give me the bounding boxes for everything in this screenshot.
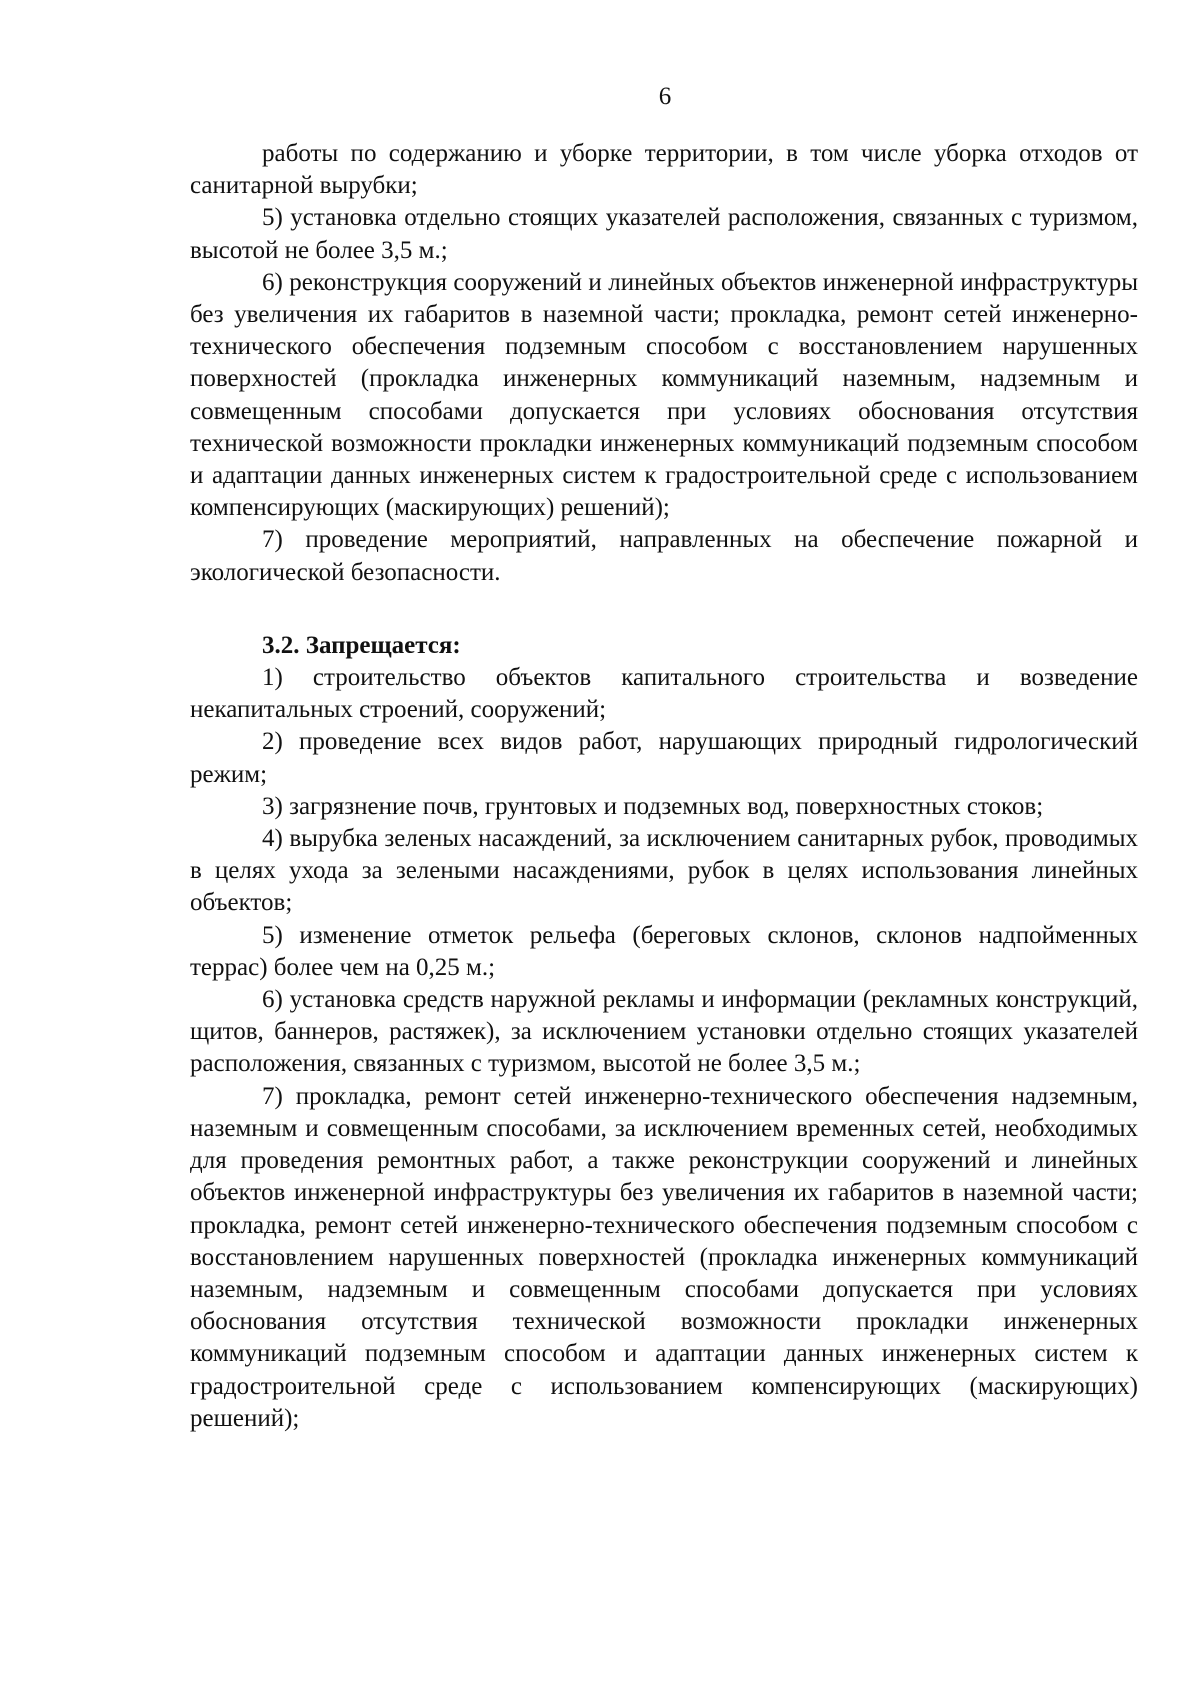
prohibited-item-2: 2) проведение всех видов работ, нарушающих природный гидрологический режим; — [190, 728, 1138, 788]
document-body — [190, 138, 1138, 1435]
page-number: 6 — [658, 83, 672, 110]
prohibited-item-4: 4) вырубка зеленых насаждений, за исключением санитарных рубок, проводимых в целях ухода за зелеными насаждениями, рубок в целях использования линейных объектов; — [190, 825, 1138, 917]
prohibited-item-7: 7) прокладка, ремонт сетей инженерно-технического обеспечения надземным, наземным и совмещенным способами, за исключением временных сетей, необходимых для проведения ремонтных работ, а также реконструкции сооружений и линейных объектов инженерной инфраструктуры без увеличения их габаритов в наземной части; прокладка, ремонт сетей инженерно-технического обеспечения подземным способом с восстановлением нарушенных поверхностей (прокладка инженерных коммуникаций наземным, надземным и совмещенным способами допускается при условиях обоснования отсутствия технической возможности прокладки инженерных коммуникаций подземным способом и адаптации данных инженерных систем к градостроительной среде с использованием компенсирующих (маскирующих) решений); — [190, 1082, 1138, 1432]
prohibited-item-6: 6) установка средств наружной рекламы и информации (рекламных конструкций, щитов, баннеров, растяжек), за исключением установки отдельно стоящих указателей расположения, связанных с туризмом, высотой не более 3,5 м.; — [190, 986, 1138, 1078]
prohibited-item-5: 5) изменение отметок рельефа (береговых склонов, склонов надпойменных террас) более чем на 0,25 м.; — [190, 921, 1138, 981]
intro-item-continuation: работы по содержанию и уборке территории, в том числе уборка отходов от санитарной вырубки; — [190, 140, 1138, 200]
prohibited-item-1: 1) строительство объектов капитального строительства и возведение некапитальных строений, сооружений; — [190, 664, 1138, 724]
prohibited-item-3: 3) загрязнение почв, грунтовых и подземных вод, поверхностных стоков; — [262, 792, 1044, 820]
intro-item-7: 7) проведение мероприятий, направленных на обеспечение пожарной и экологической безопасности. — [190, 526, 1138, 586]
intro-item-6: 6) реконструкция сооружений и линейных объектов инженерной инфраструктуры без увеличения их габаритов в наземной части; прокладка, ремонт сетей инженерно-технического обеспечения подземным способом с восстановлением нарушенных поверхностей (прокладка инженерных коммуникаций наземным, надземным и совмещенным способами допускается при условиях обоснования отсутствия технической возможности прокладки инженерных коммуникаций подземным способом и адаптации данных инженерных систем к градостроительной среде с использованием компенсирующих (маскирующих) решений); — [190, 268, 1138, 522]
section-heading: 3.2. Запрещается: — [262, 631, 461, 659]
intro-item-5: 5) установка отдельно стоящих указателей расположения, связанных с туризмом, высотой не более 3,5 м.; — [190, 204, 1138, 264]
